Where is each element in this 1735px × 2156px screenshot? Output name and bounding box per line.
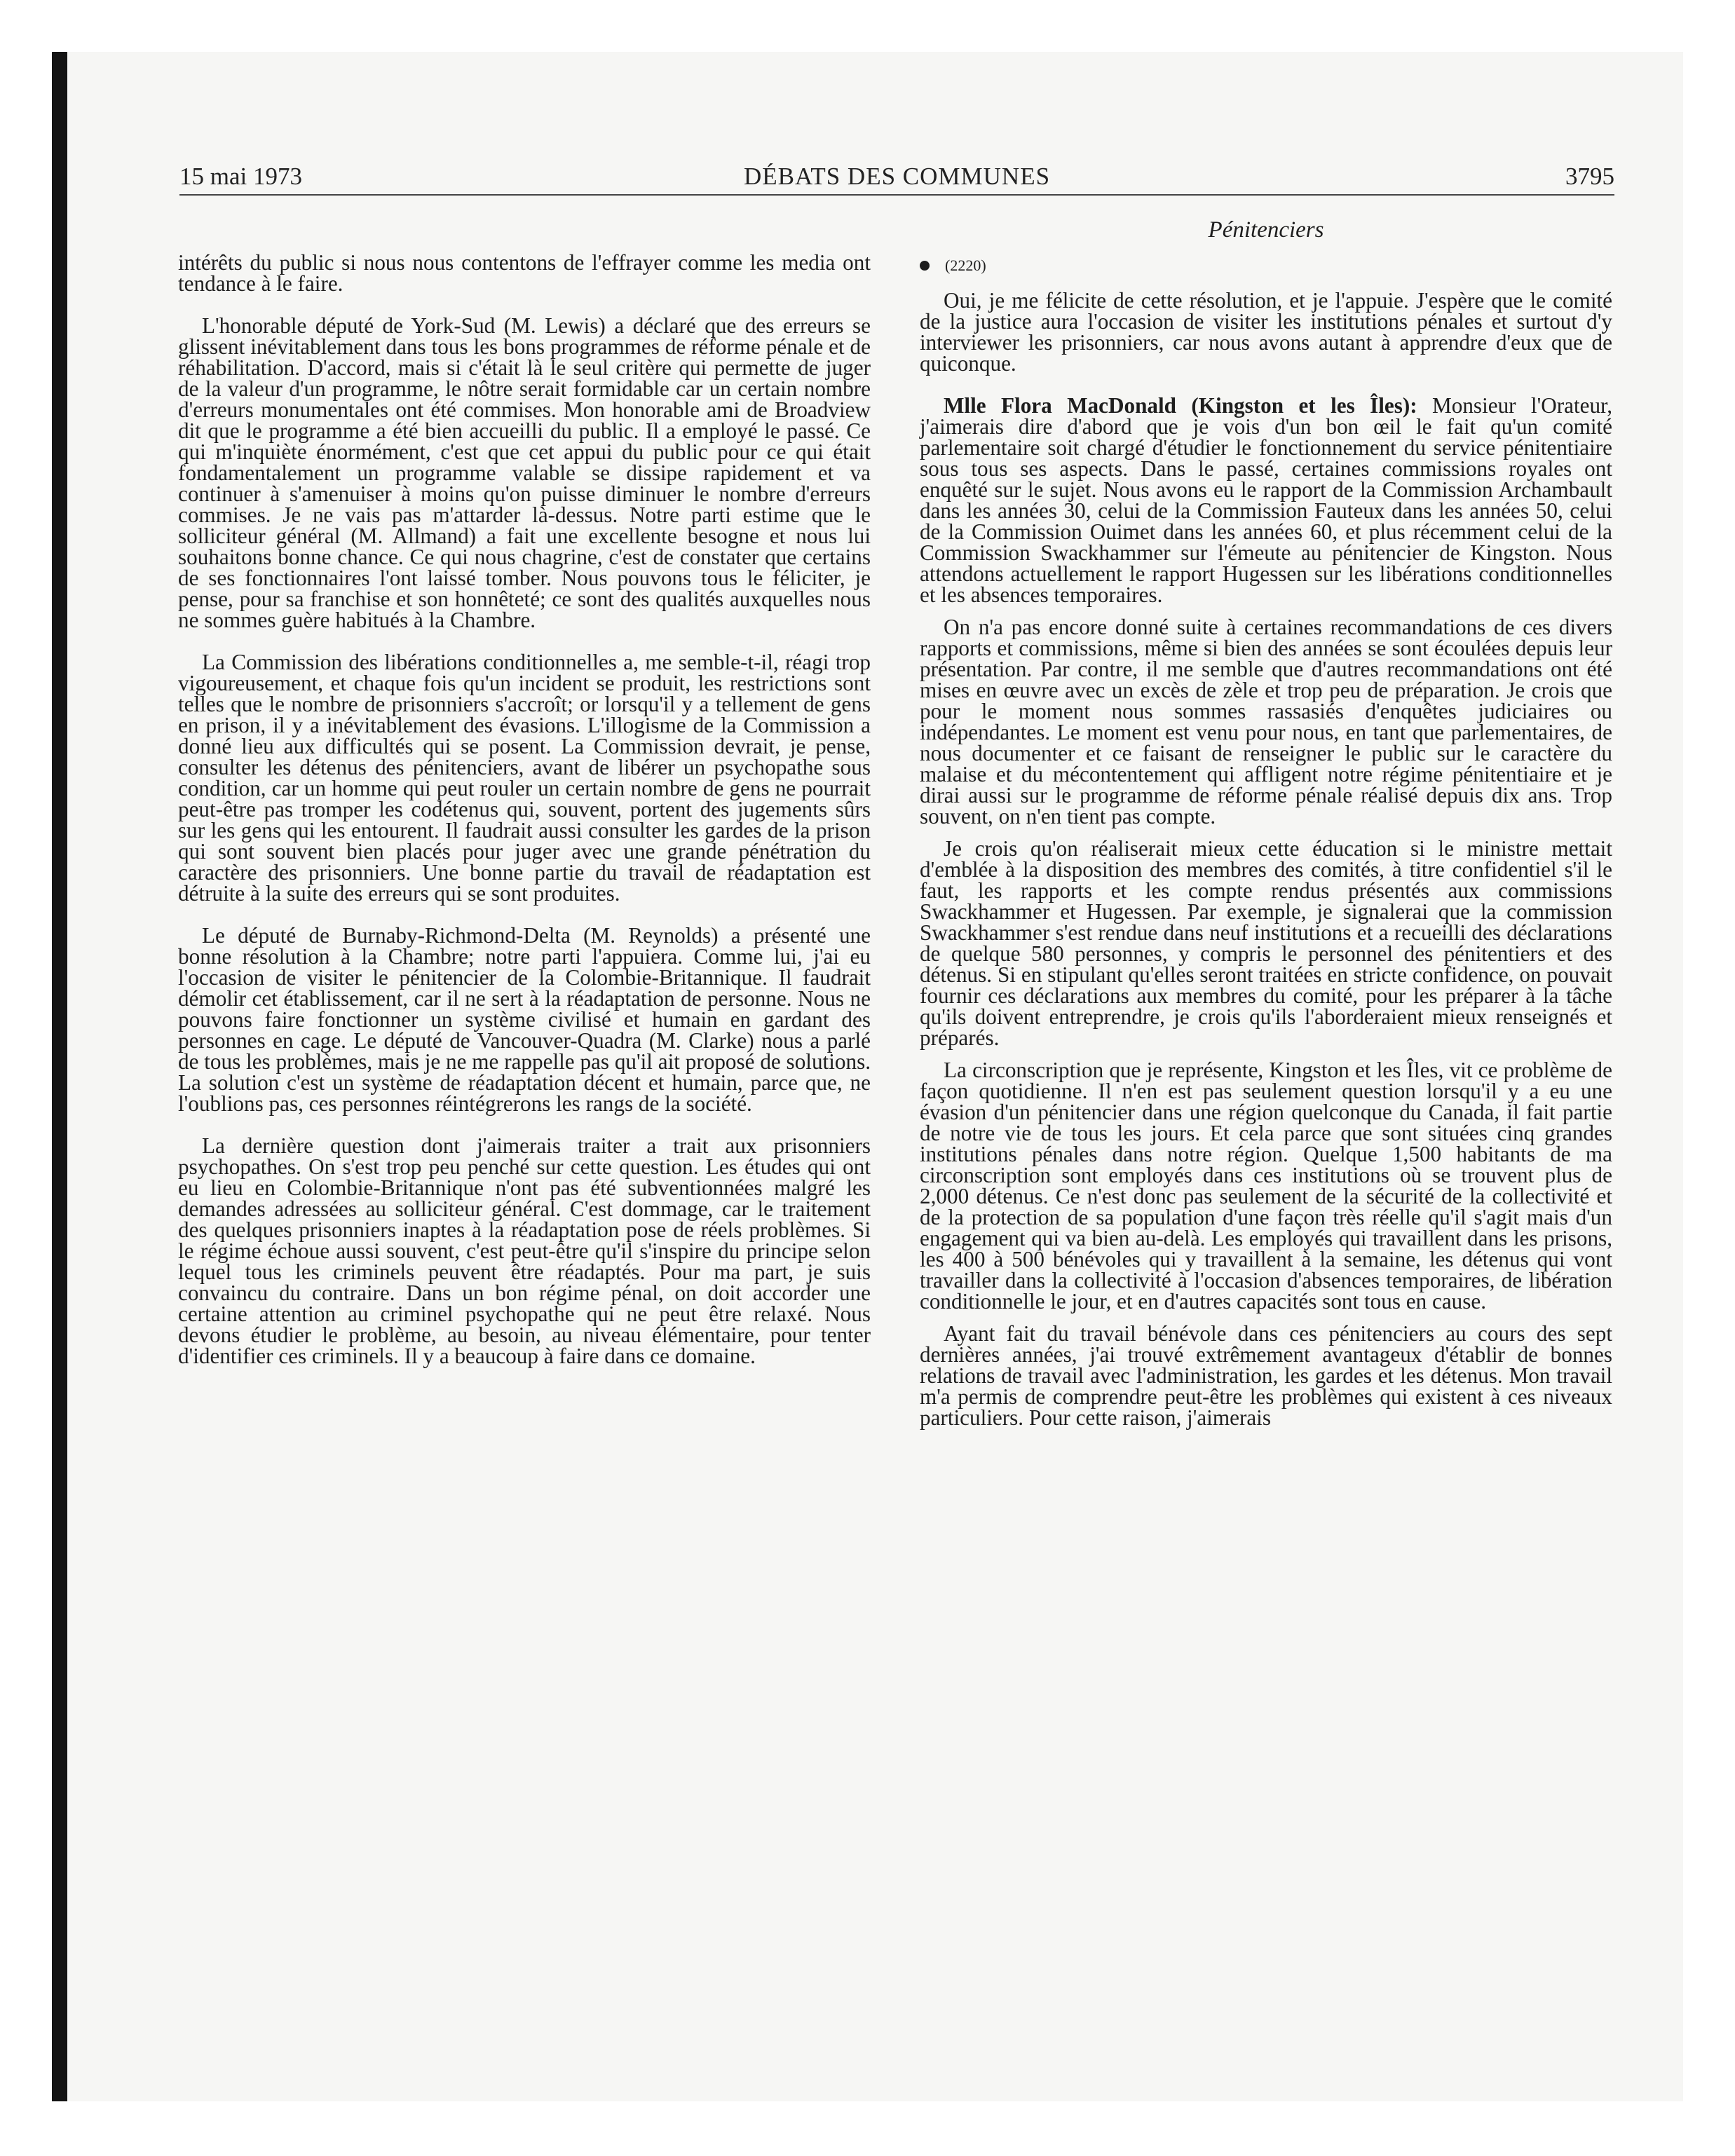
paragraph: La circonscription que je représente, Kingston et les Îles, vit ce problème de façon quotidienne. Il n'en est pas seulement question lorsqu'il y a eu une évasion d'un pénitencier dans une région quelconque du Canada, il fait partie de notre vie de tous les jours. Et cela parce que sont situées cinq grandes institutions pénales dans notre région. Quelque 1,500 habitants de ma circonscription sont employés dans ces institutions où se trouvent plus de 2,000 détenus. Ce n'est donc pas seulement de la sécurité de la collectivité et de la protection de sa population d'une façon très réelle qu'il s'agit mais d'un engagement qui va bien au-delà. Les employés qui travaillent dans les prisons, les 400 à 500 bénévoles qui y travaillent à la semaine, les détenus qui vont travailler dans la collectivité à l'occasion d'absences temporaires, de libération conditionnelle le jour, et en d'autres capacités sont tous en cause. bbox=[920, 1058, 1612, 1314]
paragraph: Le député de Burnaby-Richmond-Delta (M. Reynolds) a présenté une bonne résolution à la Chambre; notre parti l'appuiera. Comme lui, j'ai eu l'occasion de visiter le pénitencier de la Colombie-Britannique. Il faudrait démolir cet établissement, car il ne sert à la réadaptation de personne. Nous ne pouvons faire fonctionner un système civilisé et humain en gardant des personnes en cage. Le député de Vancouver-Quadra (M. Clarke) nous a parlé de tous les problèmes, mais je ne me rappelle pas qu'il ait proposé de solutions. La solution c'est un système de réadaptation décent et humain, parce que, ne l'oublions pas, ces personnes réintégrerons les rangs de la société. bbox=[178, 923, 871, 1116]
paragraph: Oui, je me félicite de cette résolution, et je l'appuie. J'espère que le comité de la justice aura l'occasion de visiter les institutions pénales et surtout d'y interviewer les prisonniers, car nous avons autant à apprendre d'eux que de quiconque. bbox=[920, 288, 1612, 376]
paragraph: L'honorable député de York-Sud (M. Lewis) a déclaré que des erreurs se glissent inévitablement dans tous les bons programmes de réforme pénale et de réhabilitation. D'accord, mais si c'était là le seul critère qui permette de juger de la valeur d'un programme, le nôtre serait formidable car un certain nombre d'erreurs monumentales ont été commises. Mon honorable ami de Broadview dit que le programme a été bien accueilli du public. Il a employé le passé. Ce qui m'inquiète énormément, c'est que cet appui du public pour ce qui était fondamentalement un programme valable se dissipe rapidement et va continuer à s'amenuiser à moins qu'on puisse diminuer le nombre d'erreurs commises. Je ne vais pas m'attarder là-dessus. Notre parti estime que le solliciteur général (M. Allmand) a fait une excellente besogne et nous lui souhaitons bonne chance. Ce qui nous chagrine, c'est de constater que certains de ses fonctionnaires l'ont laissé tomber. Nous pouvons tous le féliciter, je pense, pour sa franchise et son honnêteté; ce sont des qualités auxquelles nous ne sommes guère habitués à la Chambre. bbox=[178, 313, 871, 632]
time-marker bbox=[920, 257, 1612, 275]
paragraph: La dernière question dont j'aimerais traiter a trait aux prisonniers psychopathes. On s'est trop peu penché sur cette question. Les études qui ont eu lieu en Colombie-Britannique n'ont pas été subventionnées malgré les demandes adressées au solliciteur général. C'est dommage, car le traitement des quelques prisonniers inaptes à la réadaptation pose de réels problèmes. Si le régime échoue aussi souvent, c'est peut-être qu'il s'inspire du principe selon lequel tous les criminels peuvent être réadaptés. Pour ma part, je suis convaincu du contraire. Dans un bon régime pénal, on doit accorder une certaine attention au criminel psychopathe qui ne peut être relaxé. Nous devons étudier le problème, au besoin, au niveau élémentaire, pour tenter d'identifier ces criminels. Il y a beaucoup à faire dans ce domaine. bbox=[178, 1133, 871, 1368]
left-column bbox=[178, 252, 871, 1367]
header-rule bbox=[179, 194, 1614, 196]
bullet-dot-icon bbox=[920, 261, 930, 271]
paragraph: Ayant fait du travail bénévole dans ces pénitenciers au cours des sept dernières années, j'ai trouvé extrêmement avantageux d'établir de bonnes relations de travail avec l'administration, les gardes et les détenus. Mon travail m'a permis de comprendre peut-être les problèmes qui existent à ces niveaux particuliers. Pour cette raison, j'aimerais bbox=[920, 1321, 1612, 1430]
running-header bbox=[179, 158, 1614, 195]
right-column bbox=[920, 217, 1612, 1428]
speaker-paragraph bbox=[920, 395, 1612, 606]
time-marker-text: (2220) bbox=[945, 257, 986, 274]
speaker-text: Monsieur l'Orateur, j'aimerais dire d'abord que je vois d'un bon œil le fait qu'un comité parlementaire soit chargé d'étudier le fonctionnement du service pénitentiaire sous tous ses aspects. Dans le passé, certaines commissions royales ont enquêté sur le sujet. Nous avons eu le rapport de la Commission Archambault dans les années 30, celui de la Commission Fauteux dans les années 50, celui de la Commission Ouimet dans les années 60, et plus récemment celui de la Commission Swackhammer sur l'émeute au pénitencier de Kingston. Nous attendons actuellement le rapport Hugessen sur les libérations conditionnelles et les absences temporaires. bbox=[920, 393, 1612, 607]
paragraph: intérêts du public si nous nous contentons de l'effrayer comme les media ont tendance à le faire. bbox=[178, 250, 871, 296]
header-page-number: 3795 bbox=[1565, 163, 1614, 190]
paragraph: On n'a pas encore donné suite à certaines recommandations de ces divers rapports et commissions, même si bien des années se sont écoulées depuis leur présentation. Par contre, il me semble que d'autres recommandations ont été mises en œuvre avec un excès de zèle et trop peu de préparation. Je crois que pour le moment nous sommes rassasiés d'enquêtes judiciaires ou indépendantes. Le moment est venu pour nous, en tant que parlementaires, de nous documenter et ce faisant de renseigner le public sur le caractère du malaise et du mécontentement qui affligent notre régime pénitentiaire et je dirai aussi sur le programme de réforme pénale réalisé depuis dix ans. Trop souvent, on n'en tient pas compte. bbox=[920, 615, 1612, 828]
header-journal-title: DÉBATS DES COMMUNES bbox=[743, 163, 1051, 190]
paragraph: Je crois qu'on réaliserait mieux cette éducation si le ministre mettait d'emblée à la disposition des membres des comités, à titre confidentiel s'il le faut, les rapports et les compte rendus présentés aux commissions Swackhammer et Hugessen. Par exemple, je signalerai que la commission Swackhammer s'est rendue dans neuf institutions et a recueilli des déclarations de quelque 580 personnes, y compris le personnel des pénitentiers et des détenus. Si en stipulant qu'elles seront traitées en stricte confidence, on pouvait fournir ces déclarations aux membres du comité, pour les préparer à la tâche qu'ils doivent entreprendre, je crois qu'ils l'aborderaient mieux renseignés et préparés. bbox=[920, 836, 1612, 1050]
header-date: 15 mai 1973 bbox=[179, 163, 302, 190]
paragraph: La Commission des libérations conditionnelles a, me semble-t-il, réagi trop vigoureusement, et chaque fois qu'un incident se produit, les restrictions sont telles que le nombre de prisonniers s'accroît; or lorsqu'il y a tellement de gens en prison, il y a inévitablement des évasions. L'illogisme de la Commission a donné lieu aux difficultés qui se posent. La Commission devrait, je pense, consulter les détenus des pénitenciers, avant de libérer un psychopathe sous condition, car un homme qui peut rouler un certain nombre de gens ne pourrait peut-être pas tromper les codétenus qui, souvent, portent des jugements sûrs sur les gens qui les entourent. Il faudrait aussi consulter les gardes de la prison qui sont souvent bien placés pour juger avec une grande pénétration du caractère des prisonniers. Une bonne partie du travail de réadaptation est détruite à la suite des erreurs qui se sont produites. bbox=[178, 650, 871, 906]
scan-edge bbox=[52, 52, 67, 2101]
section-title: Pénitenciers bbox=[1208, 217, 1324, 243]
speaker-name: Mlle Flora MacDonald (Kingston et les Îles): bbox=[944, 393, 1417, 418]
